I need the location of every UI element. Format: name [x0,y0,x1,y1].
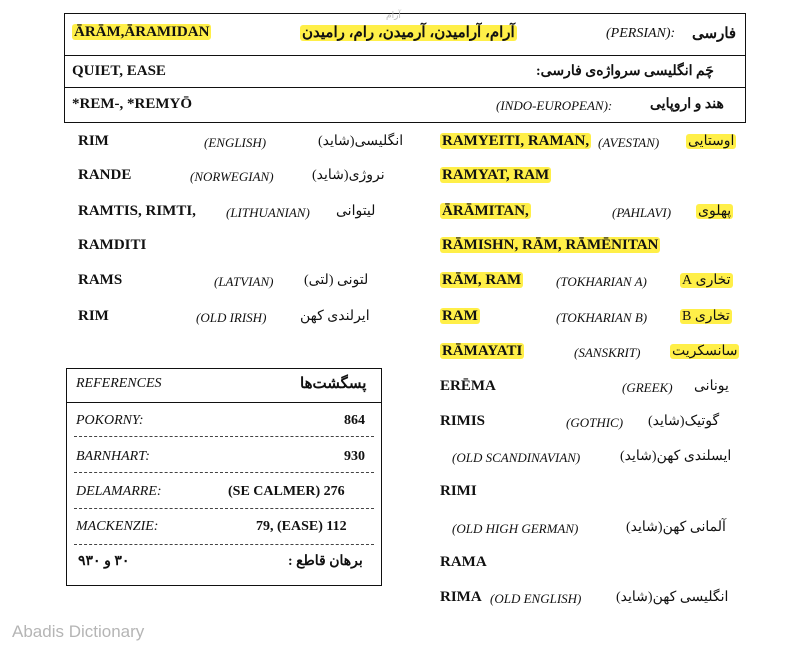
left-lang: (LITHUANIAN) [226,205,310,220]
right-fa: تخاری A [682,273,731,288]
right-lang: (TOKHARIAN A) [556,274,647,289]
references-row-separator [74,508,374,509]
persian-lang-label: (PERSIAN): [606,26,676,41]
tiny-mark: آرام [386,10,401,20]
reference-page: 79, (EASE) 112 [256,519,347,534]
left-word: RANDE [78,167,132,183]
right-word: RĀMAYATI [442,343,523,359]
right-lang: (OLD SCANDINAVIAN) [452,450,581,465]
left-fa: نروژی(شاید) [312,168,385,183]
right-lang: (TOKHARIAN B) [556,310,648,325]
reference-source: MACKENZIE: [76,519,159,534]
indo-lang: (INDO-EUROPEAN): [496,98,613,113]
right-lang: (PAHLAVI) [612,205,672,220]
right-lang: (SANSKRIT) [574,345,641,360]
left-lang: (ENGLISH) [204,135,267,150]
reference-page: 930 [344,449,365,464]
right-fa: سانسکریت [672,344,738,359]
references-divider [66,402,382,403]
left-fa: لیتوانی [336,204,376,219]
right-word: RIMIS [440,413,486,429]
indo-label: هند و اروپایی [650,97,724,112]
persian-label: فارسی [692,26,737,42]
header-divider-1 [64,55,746,56]
right-fa: گوتیک(شاید) [648,414,720,429]
right-fa: آلمانی کهن(شاید) [626,520,726,535]
left-lang: (LATVIAN) [214,274,274,289]
right-word: RAMA [440,554,487,570]
watermark: Abadis Dictionary [12,622,145,641]
references-title: REFERENCES [76,376,162,391]
references-row-separator [74,472,374,473]
right-word: RĀMISHN, RĀM, RĀMĒNITAN [442,237,659,253]
references-row-separator [74,436,374,437]
reference-source: BARNHART: [76,449,150,464]
headword: ĀRĀM,ĀRAMIDAN [74,24,210,40]
right-fa: تخاری B [682,309,730,324]
left-lang: (NORWEGIAN) [190,169,274,184]
reference-page: 864 [344,413,365,428]
right-word: RĀM, RAM [442,272,522,288]
right-word: ERĒMA [440,378,496,394]
left-word: RAMS [78,272,123,288]
left-word: RIM [78,133,109,149]
reference-page: (SE CALMER) 276 [228,484,345,499]
right-lang: (GOTHIC) [566,415,624,430]
right-word: RAMYAT, RAM [442,167,550,183]
meaning-label: چَم انگلیسی سرواژه‌ی فارسی: [536,64,714,79]
right-lang: (GREEK) [622,380,673,395]
burhan-label: برهان قاطع : [288,554,363,569]
left-fa: ایرلندی کهن [300,309,370,324]
left-fa: لتونی (لتی) [304,273,369,288]
right-lang: (AVESTAN) [598,135,660,150]
left-word: RAMDITI [78,237,147,253]
right-word: ĀRĀMITAN, [442,203,529,219]
persian-forms: آرام، آرامیدن، آرمیدن، رام، رامیدن [302,25,515,41]
reference-source: POKORNY: [76,413,144,428]
right-lang: (OLD HIGH GERMAN) [452,521,579,536]
right-fa: انگلیسی کهن(شاید) [616,590,729,605]
references-row-separator [74,544,374,545]
left-word: RAMTIS, RIMTI, [78,203,196,219]
burhan-value: ۳۰ و ۹۳۰ [78,554,130,569]
left-fa: انگلیسی(شاید) [318,134,404,149]
right-word: RIMA [440,589,482,605]
indo-roots: *REM-, *REMYŌ [72,96,192,112]
right-word: RAMYEITI, RAMAN, [442,133,590,149]
right-lang: (OLD ENGLISH) [490,591,582,606]
right-word: RAM [442,308,478,324]
left-word: RIM [78,308,109,324]
references-title-fa: پسگشت‌ها [300,376,367,392]
right-fa: اوستایی [688,134,735,149]
right-word: RIMI [440,483,477,499]
right-fa: پهلوی [698,204,732,219]
left-lang: (OLD IRISH) [196,310,267,325]
right-fa: ایسلندی کهن(شاید) [620,449,732,464]
header-divider-2 [64,87,746,88]
right-fa: یونانی [694,379,729,394]
english-meaning: QUIET, EASE [72,63,166,79]
reference-source: DELAMARRE: [76,484,162,499]
